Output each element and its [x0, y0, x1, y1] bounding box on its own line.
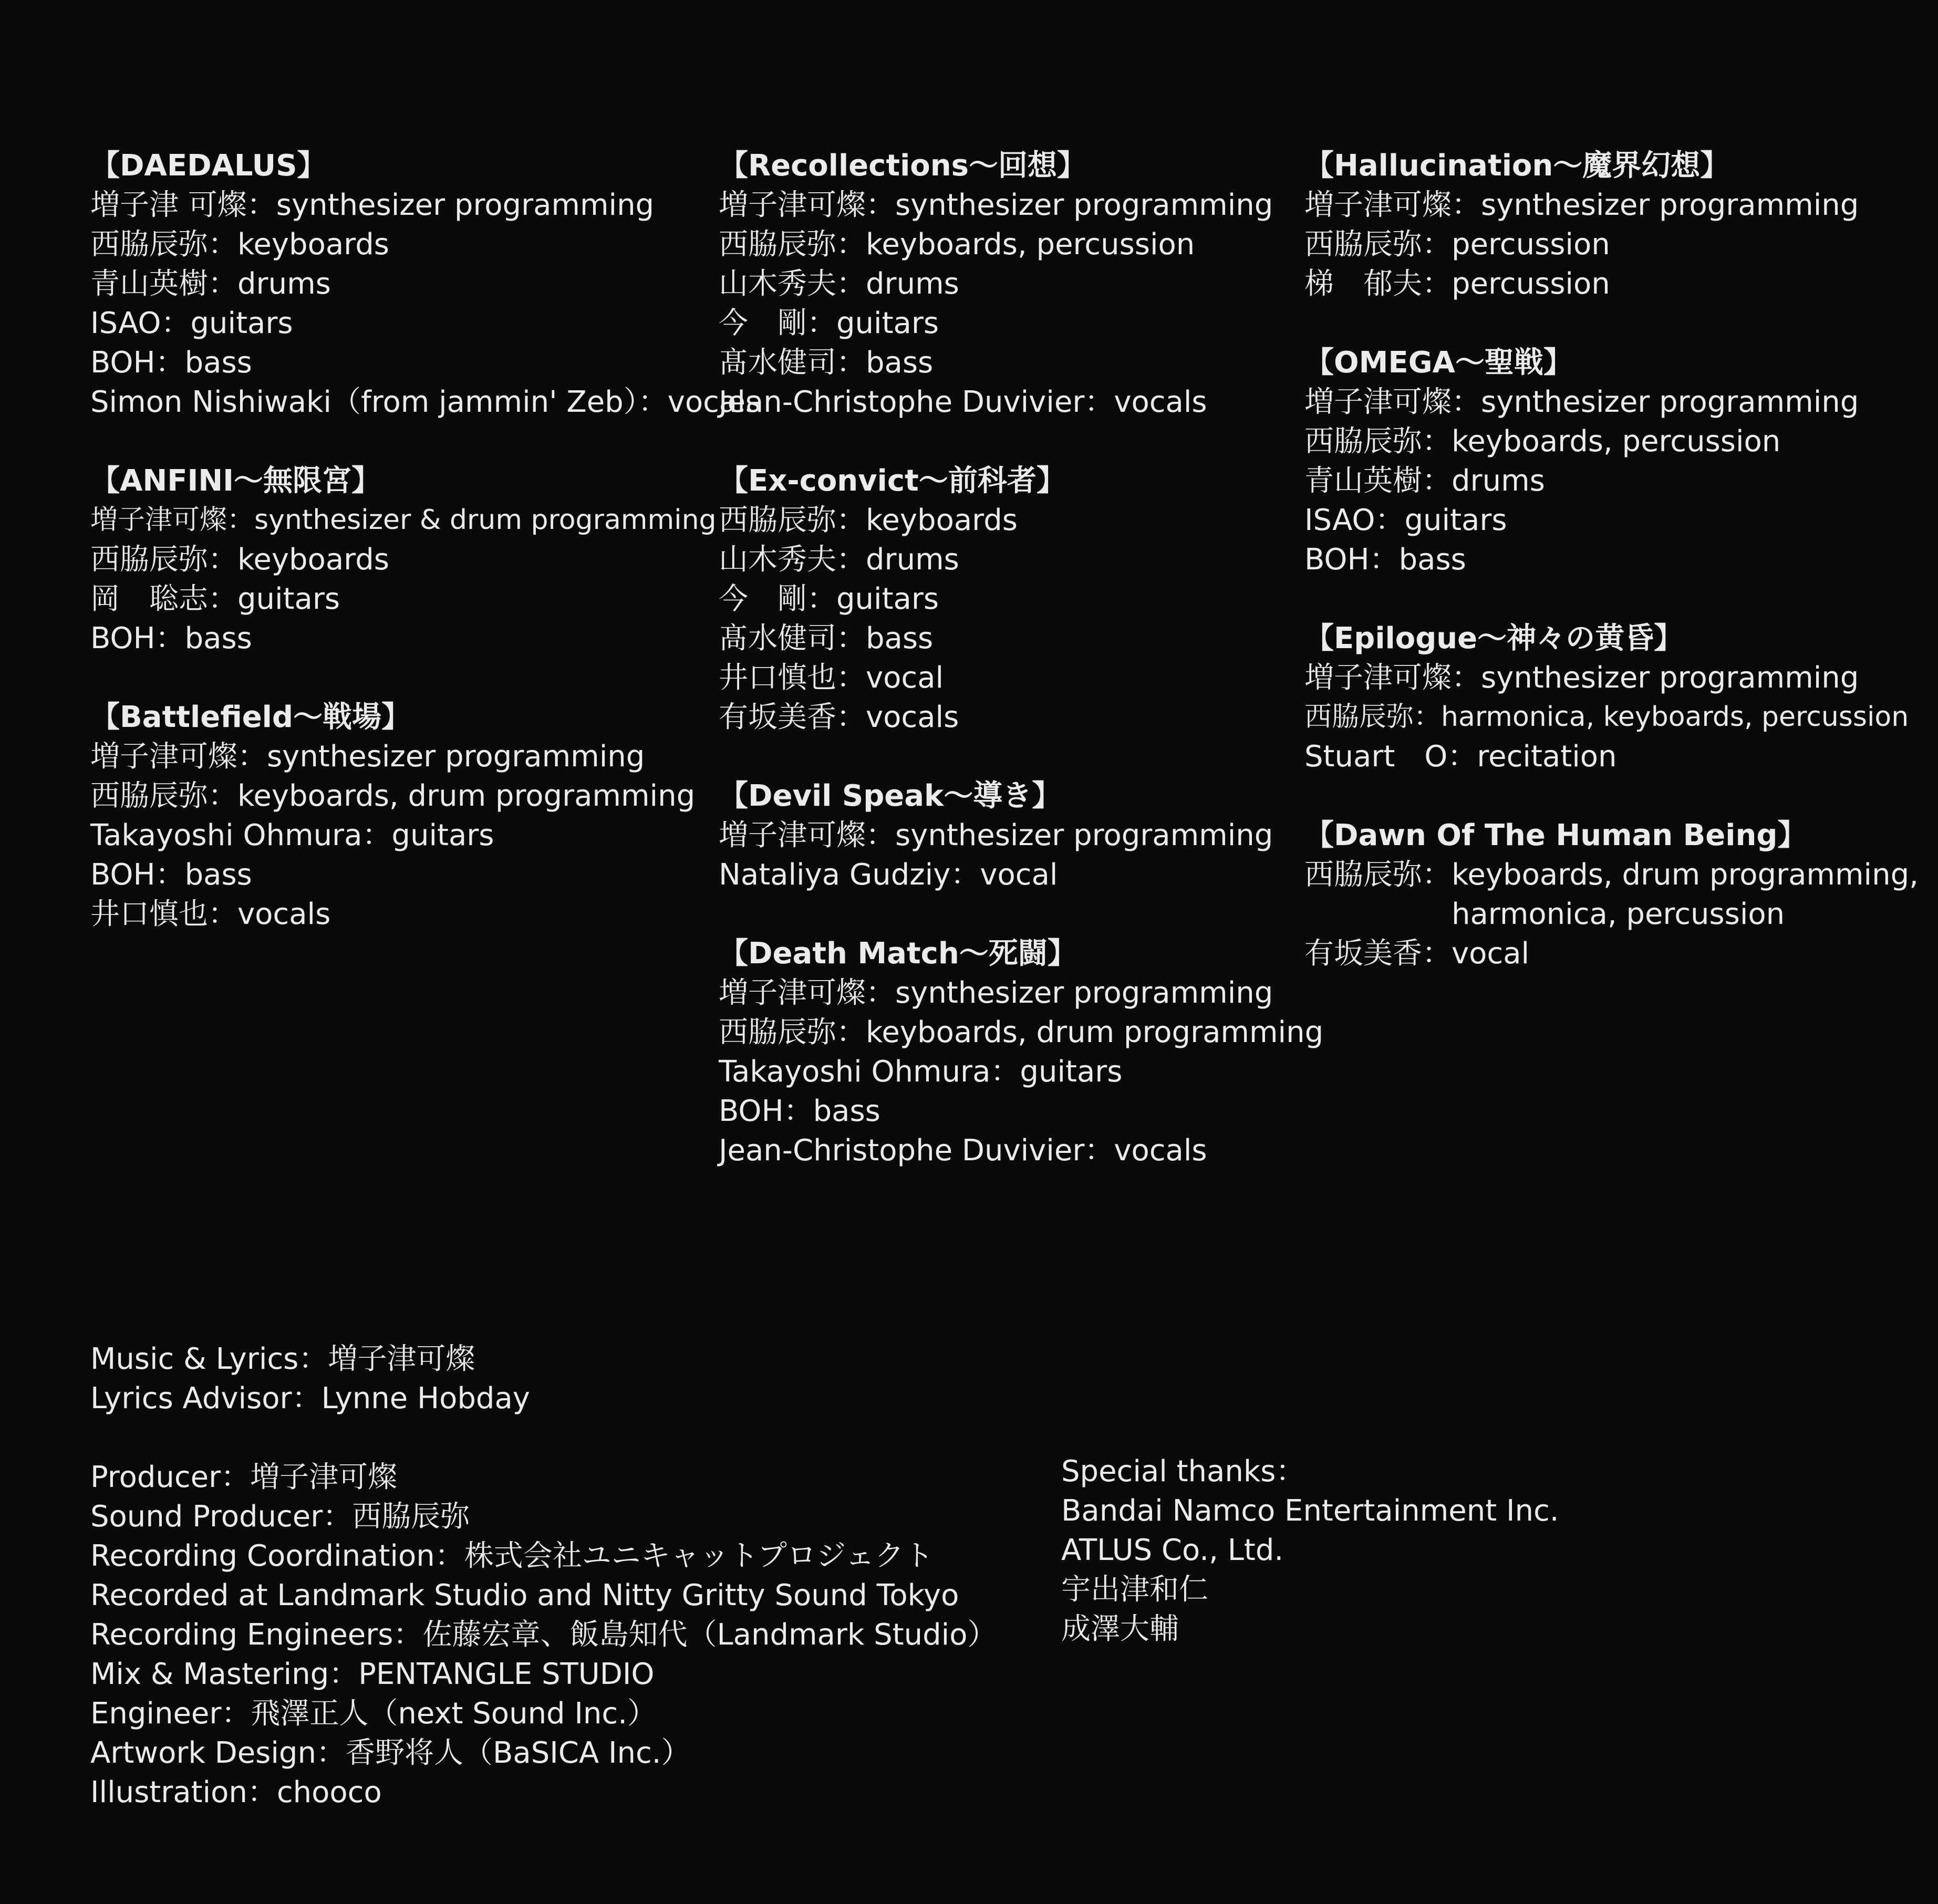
track-daedalus [90, 146, 761, 422]
credit-line: 増子津可燦：synthesizer programming [1304, 385, 1859, 419]
credit-line: 増子津 可燦：synthesizer programming [90, 188, 655, 222]
credit-line: Lyrics Advisor：Lynne Hobday [90, 1381, 530, 1416]
credit-line: 増子津可燦：synthesizer & drum programming [90, 504, 717, 536]
credit-line: ISAO：guitars [1304, 503, 1507, 537]
credit-line: 西脇辰弥：keyboards, percussion [1304, 424, 1781, 459]
credit-line: 井口慎也：vocal [719, 661, 944, 695]
credit-line: Takayoshi Ohmura：guitars [719, 1055, 1123, 1089]
credit-line: BOH：bass [90, 858, 252, 892]
credit-line: Music & Lyrics：増子津可燦 [90, 1342, 475, 1376]
production-block [90, 1458, 1036, 1812]
credit-line: 西脇辰弥：keyboards [90, 543, 389, 577]
music-lyrics-block [90, 1339, 1036, 1418]
credit-line: Recorded at Landmark Studio and Nitty Gritty Sound Tokyo [90, 1578, 959, 1612]
credit-line: 増子津可燦：synthesizer programming [719, 818, 1273, 852]
credit-line: 井口慎也：vocals [90, 897, 331, 931]
credit-line: 増子津可燦：synthesizer programming [719, 976, 1273, 1010]
credit-line: Jean-Christophe Duvivier：vocals [719, 385, 1207, 419]
thanks-line: Bandai Namco Entertainment Inc. [1061, 1494, 1559, 1528]
track-title: 【Epilogue～神々の黄昏】 [1304, 621, 1684, 656]
credit-line: 西脇辰弥：harmonica, keyboards, percussion [1304, 701, 1909, 733]
track-battlefield [90, 698, 710, 934]
track-title: 【DAEDALUS】 [90, 149, 327, 183]
thanks-line: ATLUS Co., Ltd. [1061, 1533, 1284, 1567]
credits-column-2 [719, 146, 1324, 1210]
track-anfini [90, 461, 717, 658]
special-thanks-heading: Special thanks： [1061, 1454, 1305, 1489]
credit-line: 岡 聡志：guitars [90, 582, 340, 616]
credit-line: Artwork Design：香野将人（BaSICA Inc.） [90, 1736, 691, 1770]
special-thanks [1061, 1452, 1692, 1649]
track-death-match [719, 934, 1324, 1170]
track-title: 【Battlefield～戦場】 [90, 700, 411, 734]
track-omega [1304, 343, 1924, 579]
track-title: 【ANFINI～無限宮】 [90, 464, 381, 498]
thanks-line: 成澤大輔 [1061, 1612, 1179, 1646]
credit-line: ISAO：guitars [90, 306, 293, 340]
track-title: 【Hallucination～魔界幻想】 [1304, 149, 1730, 183]
credit-line: 西脇辰弥：keyboards, drum programming, [1304, 858, 1919, 892]
credit-line: Stuart O：recitation [1304, 740, 1617, 774]
credit-line: Nataliya Gudziy：vocal [719, 858, 1058, 892]
credit-line: 有坂美香：vocals [719, 700, 959, 734]
credit-line: Takayoshi Ohmura：guitars [90, 818, 494, 852]
credit-line: Producer：増子津可燦 [90, 1460, 398, 1494]
credit-line: Illustration：chooco [90, 1775, 382, 1809]
credit-line: 西脇辰弥：keyboards [719, 503, 1018, 537]
credits-column-1 [90, 146, 761, 973]
credit-line: 山木秀夫：drums [719, 543, 959, 577]
thanks-line: 宇出津和仁 [1061, 1573, 1208, 1607]
credit-line: 青山英樹：drums [90, 267, 331, 301]
credit-line: Recording Engineers：佐藤宏章、飯島知代（Landmark Studio） [90, 1618, 997, 1652]
credit-line: 髙水健司：bass [719, 621, 934, 656]
track-title: 【Death Match～死闘】 [719, 937, 1077, 971]
credit-line: 西脇辰弥：keyboards [90, 227, 389, 262]
track-ex-convict [719, 461, 1297, 737]
credit-line: Mix & Mastering：PENTANGLE STUDIO [90, 1657, 655, 1691]
track-title: 【Ex-convict～前科者】 [719, 464, 1066, 498]
credit-line: BOH：bass [1304, 543, 1466, 577]
credit-line: 西脇辰弥：keyboards, drum programming [90, 779, 696, 813]
credit-line: 青山英樹：drums [1304, 464, 1545, 498]
track-title: 【OMEGA～聖戦】 [1304, 346, 1573, 380]
credit-line: 今 剛：guitars [719, 582, 939, 616]
credit-line: Sound Producer：西脇辰弥 [90, 1500, 470, 1534]
credit-line: 山木秀夫：drums [719, 267, 959, 301]
track-title: 【Devil Speak～導き】 [719, 779, 1062, 813]
credit-line: Simon Nishiwaki（from jammin' Zeb）：vocals [90, 385, 761, 419]
track-devil-speak [719, 776, 1297, 894]
credit-line: Jean-Christophe Duvivier：vocals [719, 1133, 1207, 1168]
credit-line: 有坂美香：vocal [1304, 937, 1530, 971]
credit-line: 西脇辰弥：keyboards, drum programming [719, 1015, 1324, 1049]
track-title: 【Dawn Of The Human Being】 [1304, 818, 1807, 852]
credit-line: BOH：bass [719, 1094, 880, 1128]
credit-line: 梯 郁夫：percussion [1304, 267, 1610, 301]
track-epilogue [1304, 619, 1924, 776]
credit-line: 増子津可燦：synthesizer programming [90, 740, 645, 774]
track-title: 【Recollections～回想】 [719, 149, 1086, 183]
credit-line: 増子津可燦：synthesizer programming [719, 188, 1273, 222]
track-hallucination [1304, 146, 1924, 304]
credits-column-3 [1304, 146, 1924, 1013]
credit-line: 増子津可燦：synthesizer programming [1304, 188, 1859, 222]
credit-line: 増子津可燦：synthesizer programming [1304, 661, 1859, 695]
credit-line: BOH：bass [90, 346, 252, 380]
track-dawn-of-the-human-being [1304, 816, 1924, 973]
credit-line: Engineer：飛澤正人（next Sound Inc.） [90, 1697, 657, 1731]
track-recollections [719, 146, 1297, 422]
credit-line: BOH：bass [90, 621, 252, 656]
credit-line: 髙水健司：bass [719, 346, 934, 380]
credit-line: 西脇辰弥：keyboards, percussion [719, 227, 1195, 262]
credit-line-continuation: harmonica, percussion [1452, 897, 1785, 931]
production-credits [90, 1339, 1036, 1851]
credit-line: 西脇辰弥：percussion [1304, 227, 1610, 262]
credit-line: Recording Coordination：株式会社ユニキャットプロジェクト [90, 1539, 934, 1573]
credit-line: 今 剛：guitars [719, 306, 939, 340]
